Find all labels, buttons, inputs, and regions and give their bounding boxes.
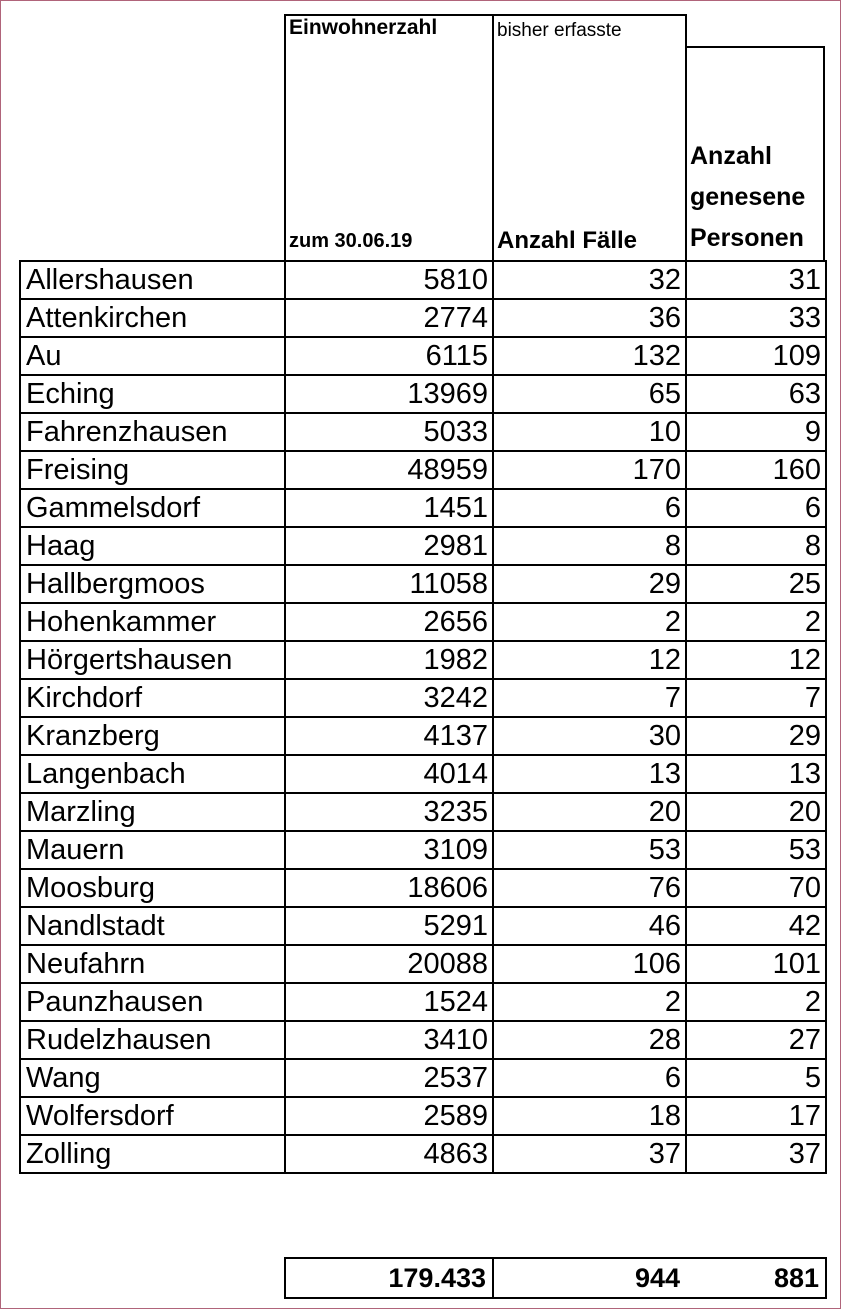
population-cell: 2537 [285, 1059, 493, 1097]
recovered-cell: 2 [686, 603, 826, 641]
population-cell: 13969 [285, 375, 493, 413]
table-row [20, 907, 826, 945]
municipality-name: Au [20, 337, 285, 375]
cases-cell: 10 [493, 413, 686, 451]
table-row [20, 641, 826, 679]
population-cell: 6115 [285, 337, 493, 375]
recovered-cell: 13 [686, 755, 826, 793]
recovered-cell: 37 [686, 1135, 826, 1173]
table-row [20, 793, 826, 831]
table-row [20, 527, 826, 565]
municipality-name: Hohenkammer [20, 603, 285, 641]
table-row [20, 831, 826, 869]
municipality-name: Nandlstadt [20, 907, 285, 945]
cases-cell: 46 [493, 907, 686, 945]
population-cell: 4014 [285, 755, 493, 793]
population-cell: 1982 [285, 641, 493, 679]
header-population-title: Einwohnerzahl [289, 16, 438, 39]
municipality-table [19, 260, 827, 1174]
cases-cell: 106 [493, 945, 686, 983]
population-cell: 4863 [285, 1135, 493, 1173]
municipality-name: Fahrenzhausen [20, 413, 285, 451]
recovered-cell: 5 [686, 1059, 826, 1097]
municipality-table-body [20, 261, 826, 1173]
recovered-cell: 12 [686, 641, 826, 679]
cases-cell: 170 [493, 451, 686, 489]
cases-cell: 37 [493, 1135, 686, 1173]
population-cell: 3410 [285, 1021, 493, 1059]
cases-cell: 32 [493, 261, 686, 299]
cases-cell: 6 [493, 1059, 686, 1097]
recovered-cell: 29 [686, 717, 826, 755]
municipality-name: Freising [20, 451, 285, 489]
cases-cell: 8 [493, 527, 686, 565]
population-cell: 3235 [285, 793, 493, 831]
cases-cell: 30 [493, 717, 686, 755]
municipality-name: Hallbergmoos [20, 565, 285, 603]
table-row [20, 565, 826, 603]
table-row [20, 717, 826, 755]
cases-cell: 12 [493, 641, 686, 679]
table-row [20, 945, 826, 983]
header-population-box [284, 14, 494, 262]
recovered-cell: 33 [686, 299, 826, 337]
municipality-name: Attenkirchen [20, 299, 285, 337]
cases-cell: 2 [493, 983, 686, 1021]
header-population-date: zum 30.06.19 [289, 230, 413, 252]
total-recovered: 881 [686, 1258, 826, 1298]
table-row [20, 679, 826, 717]
population-cell: 3242 [285, 679, 493, 717]
total-population: 179.433 [285, 1258, 493, 1298]
recovered-cell: 2 [686, 983, 826, 1021]
table-row [20, 451, 826, 489]
table-row [20, 1021, 826, 1059]
municipality-name: Kranzberg [20, 717, 285, 755]
population-cell: 2981 [285, 527, 493, 565]
header-cases-title: Anzahl Fälle [497, 227, 638, 254]
table-row [20, 1135, 826, 1173]
population-cell: 1451 [285, 489, 493, 527]
cases-cell: 29 [493, 565, 686, 603]
recovered-cell: 160 [686, 451, 826, 489]
municipality-name: Allershausen [20, 261, 285, 299]
recovered-cell: 25 [686, 565, 826, 603]
recovered-cell: 27 [686, 1021, 826, 1059]
municipality-name: Moosburg [20, 869, 285, 907]
cases-cell: 13 [493, 755, 686, 793]
municipality-name: Paunzhausen [20, 983, 285, 1021]
recovered-cell: 101 [686, 945, 826, 983]
cases-cell: 7 [493, 679, 686, 717]
cases-cell: 28 [493, 1021, 686, 1059]
cases-cell: 36 [493, 299, 686, 337]
population-cell: 20088 [285, 945, 493, 983]
totals-row [284, 1257, 827, 1299]
population-cell: 5291 [285, 907, 493, 945]
recovered-cell: 9 [686, 413, 826, 451]
municipality-name: Wolfersdorf [20, 1097, 285, 1135]
recovered-cell: 17 [686, 1097, 826, 1135]
population-cell: 2656 [285, 603, 493, 641]
municipality-name: Wang [20, 1059, 285, 1097]
municipality-name: Mauern [20, 831, 285, 869]
table-row [20, 261, 826, 299]
header-recovered-line3: Personen [690, 224, 804, 252]
cases-cell: 65 [493, 375, 686, 413]
municipality-name: Neufahrn [20, 945, 285, 983]
header-cases-box [492, 14, 687, 262]
population-cell: 5810 [285, 261, 493, 299]
table-row [20, 375, 826, 413]
header-cases-subtitle: bisher erfasste [497, 20, 622, 41]
recovered-cell: 109 [686, 337, 826, 375]
recovered-cell: 6 [686, 489, 826, 527]
population-cell: 1524 [285, 983, 493, 1021]
table-row [20, 299, 826, 337]
recovered-cell: 42 [686, 907, 826, 945]
cases-cell: 76 [493, 869, 686, 907]
population-cell: 48959 [285, 451, 493, 489]
population-cell: 2774 [285, 299, 493, 337]
recovered-cell: 8 [686, 527, 826, 565]
population-cell: 2589 [285, 1097, 493, 1135]
table-row [20, 603, 826, 641]
table-row [20, 337, 826, 375]
total-cases: 944 [493, 1258, 686, 1298]
table-row [20, 413, 826, 451]
population-cell: 4137 [285, 717, 493, 755]
recovered-cell: 7 [686, 679, 826, 717]
recovered-cell: 53 [686, 831, 826, 869]
cases-cell: 2 [493, 603, 686, 641]
municipality-name: Haag [20, 527, 285, 565]
municipality-name: Zolling [20, 1135, 285, 1173]
municipality-name: Rudelzhausen [20, 1021, 285, 1059]
municipality-name: Kirchdorf [20, 679, 285, 717]
municipality-name: Eching [20, 375, 285, 413]
recovered-cell: 63 [686, 375, 826, 413]
cases-cell: 20 [493, 793, 686, 831]
table-row [20, 755, 826, 793]
recovered-cell: 70 [686, 869, 826, 907]
header-recovered-line2: genesene [690, 183, 806, 211]
municipality-name: Marzling [20, 793, 285, 831]
recovered-cell: 31 [686, 261, 826, 299]
header-recovered-line1: Anzahl [690, 142, 772, 170]
table-row [20, 489, 826, 527]
population-cell: 3109 [285, 831, 493, 869]
table-row [20, 1097, 826, 1135]
municipality-name: Hörgertshausen [20, 641, 285, 679]
population-cell: 18606 [285, 869, 493, 907]
population-cell: 5033 [285, 413, 493, 451]
table-row [20, 983, 826, 1021]
table-row [20, 1059, 826, 1097]
cases-cell: 18 [493, 1097, 686, 1135]
municipality-name: Langenbach [20, 755, 285, 793]
cases-cell: 6 [493, 489, 686, 527]
cases-cell: 53 [493, 831, 686, 869]
cases-cell: 132 [493, 337, 686, 375]
table-row [20, 869, 826, 907]
population-cell: 11058 [285, 565, 493, 603]
recovered-cell: 20 [686, 793, 826, 831]
municipality-name: Gammelsdorf [20, 489, 285, 527]
